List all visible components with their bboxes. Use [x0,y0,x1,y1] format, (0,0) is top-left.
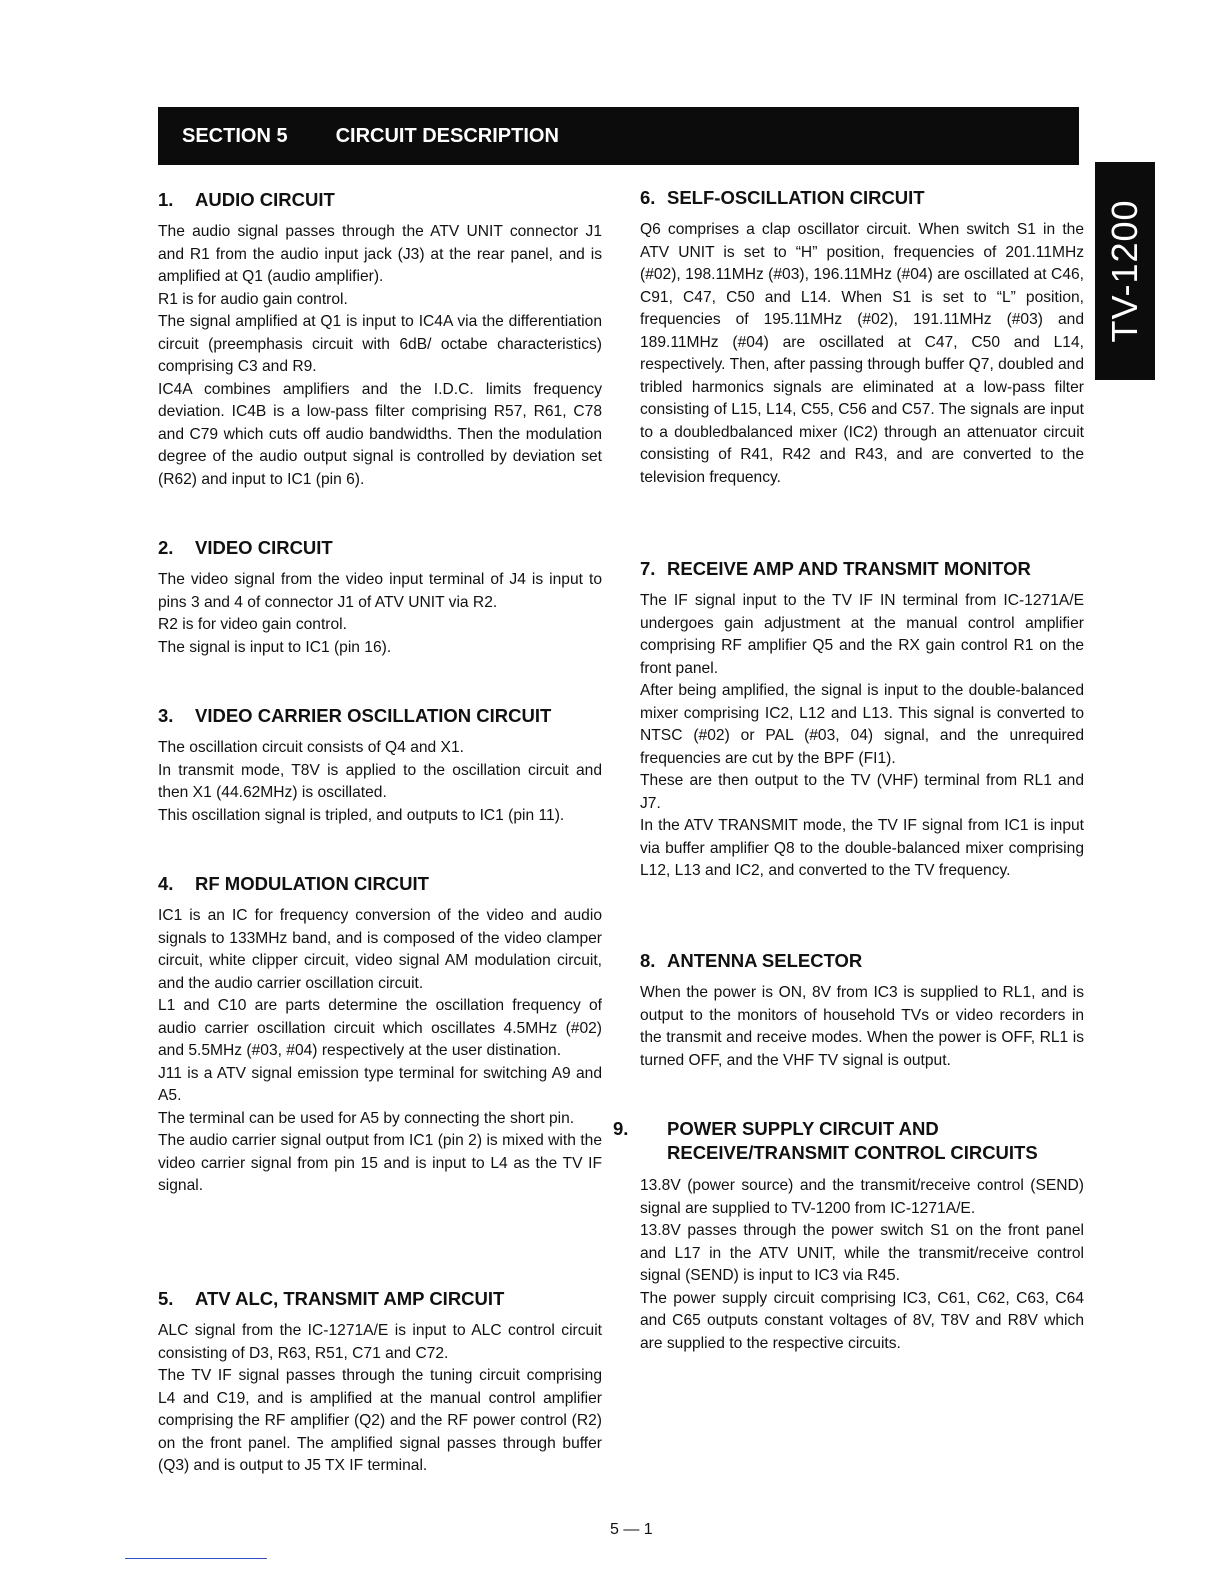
section-heading-number: 4. [158,873,174,894]
model-label: TV-1200 [1104,199,1145,343]
section-heading-number: 7. [640,558,656,579]
page-number: 5 — 1 [610,1521,653,1538]
section-heading [158,705,602,727]
section-heading-title: SELF-OSCILLATION CIRCUIT [667,187,925,208]
paragraph: The TV IF signal passes through the tuning circuit comprising L4 and C19, and is amplified at the manual control amplifier comprising the RF amplifier (Q2) and the RF power control (R2) on the front panel. The amplified signal passes through buffer (Q3) and is output to J5 TX IF terminal. [158,1367,602,1474]
section-heading-number: 3. [158,705,174,726]
paragraph: R1 is for audio gain control. [158,290,348,308]
section-heading [158,1288,602,1310]
section-heading-number: 2. [158,537,174,558]
section-heading [640,187,1084,209]
section-heading [158,189,602,211]
section-9 [613,1117,1084,1355]
section-3 [158,705,602,827]
paragraph: These are then output to the TV (VHF) terminal from RL1 and J7. [640,772,1084,812]
paragraph: The IF signal input to the TV IF IN terminal from IC-1271A/E undergoes gain adjustment at the manual control amplifier comprising RF amplifier Q5 and the RX gain control R1 on the front panel. [640,592,1084,677]
section-heading-title: POWER SUPPLY CIRCUIT AND RECEIVE/TRANSMIT CONTROL CIRCUITS [667,1118,1038,1163]
paragraph: 13.8V (power source) and the transmit/receive control (SEND) signal are supplied to TV-1200 from IC-1271A/E. [640,1177,1084,1217]
section-heading-title: RECEIVE AMP AND TRANSMIT MONITOR [667,558,1031,579]
section-heading [640,558,1084,580]
section-heading-title: ANTENNA SELECTOR [667,950,863,971]
paragraph: The audio carrier signal output from IC1 (pin 2) is mixed with the video carrier signal from pin 15 and is input to L4 as the TV IF signal. [158,1132,602,1194]
section-heading-number: 9. [613,1118,629,1139]
section-8 [640,950,1084,1072]
paragraph: ALC signal from the IC-1271A/E is input to ALC control circuit consisting of D3, R63, R51, C71 and C72. [158,1322,602,1362]
section-heading [158,873,602,895]
paragraph: The video signal from the video input terminal of J4 is input to pins 3 and 4 of connector J1 of ATV UNIT via R2. [158,571,602,611]
paragraph: J11 is a ATV signal emission type terminal for switching A9 and A5. [158,1064,602,1104]
paragraph: R2 is for video gain control. [158,616,347,633]
section-title: CIRCUIT DESCRIPTION [335,124,559,147]
side-tab [1095,162,1155,380]
section-7 [640,558,1084,883]
section-heading-number: 8. [640,950,656,971]
paragraph: The terminal can be used for A5 by connecting the short pin. [158,1109,575,1127]
section-heading-number: 5. [158,1288,174,1309]
section-heading-title: ATV ALC, TRANSMIT AMP CIRCUIT [195,1288,505,1309]
section-heading-title: VIDEO CARRIER OSCILLATION CIRCUIT [195,705,552,726]
section-heading [158,537,602,559]
paragraph: The power supply circuit comprising IC3, C61, C62, C63, C64 and C65 outputs constant voltages of 8V, T8V and R8V which are supplied to the respective circuits. [640,1289,1084,1352]
paragraph: This oscillation signal is tripled, and outputs to IC1 (pin 11). [158,806,565,824]
section-heading [613,1117,1084,1165]
paragraph: The oscillation circuit consists of Q4 and X1. [158,739,464,756]
section-heading-title: RF MODULATION CIRCUIT [195,873,429,894]
paragraph: IC4A combines amplifiers and the I.D.C. limits frequency deviation. IC4B is a low-pass filter comprising R57, R61, C78 and C79 which cuts off audio bandwidths. Then the modulation degree of the audio output signal is controlled by deviation set (R62) and input to IC1 (pin 6). [158,380,602,488]
paragraph: The audio signal passes through the ATV UNIT connector J1 and R1 from the audio input jack (J3) at the rear panel, and is amplified at Q1 (audio amplifier). [158,223,602,285]
section-heading-title: AUDIO CIRCUIT [195,189,335,210]
section-2 [158,537,602,659]
paragraph: 13.8V passes through the power switch S1 on the front panel and L17 in the ATV UNIT, while the transmit/receive control signal (SEND) is input to IC3 via R45. [640,1222,1084,1284]
paragraph: Q6 comprises a clap oscillator circuit. When switch S1 in the ATV UNIT is set to “H” position, frequencies of 201.11MHz (#02), 198.11MHz (#03), 196.11MHz (#04) are oscillated at C46, C91, C47, C50 and L14. When S1 is set to “L” position, frequencies of 195.11MHz (#02), 191.11MHz (#03) and 189.11MHz (#04) are oscillated at C47, C50 and L14, respectively. Then, after passing through buffer Q7, doubled and tribled harmonics signals are eliminated at a low-pass filter consisting of L15, L14, C55, C56 and C57. The signals are input to a doubledbalanced mixer (IC2) through an attenuator circuit consisting of R41, R42 and R43, and are converted to the television frequency. [640,221,1084,486]
paragraph: After being amplified, the signal is input to the double-balanced mixer comprising IC2, L12 and L13. This signal is converted to NTSC (#02) or PAL (#03, 04) signal, and the unrequired frequencies are cut by the BPF (FI1). [640,682,1084,767]
paragraph: In transmit mode, T8V is applied to the oscillation circuit and then X1 (44.62MHz) is oscillated. [158,761,602,801]
paragraph: IC1 is an IC for frequency conversion of the video and audio signals to 133MHz band, and is composed of the video clamper circuit, white clipper circuit, video signal AM modulation circuit, and the audio carrier oscillation circuit. [158,907,602,992]
section-6 [640,187,1084,489]
section-5 [158,1288,602,1478]
section-header-bar [158,107,1079,165]
paragraph: In the ATV TRANSMIT mode, the TV IF signal from IC1 is input via buffer amplifier Q8 to the double-balanced mixer comprising L12, L13 and IC2, and converted to the TV frequency. [640,817,1084,879]
section-number: SECTION 5 [182,124,288,147]
section-4 [158,873,602,1198]
footer-rule [125,1558,267,1559]
paragraph: The signal amplified at Q1 is input to IC4A via the differentiation circuit (preemphasis circuit with 6dB/ octabe characteristics) comprising C3 and R9. [158,313,602,375]
paragraph: L1 and C10 are parts determine the oscillation frequency of audio carrier oscillation circuit which oscillates 4.5MHz (#02) and 5.5MHz (#03, #04) respectively at the user distination. [158,997,602,1059]
section-1 [158,189,602,491]
section-heading-number: 6. [640,187,656,208]
paragraph: When the power is ON, 8V from IC3 is supplied to RL1, and is output to the monitors of household TVs or video recorders in the transmit and receive modes. When the power is OFF, RL1 is turned OFF, and the VHF TV signal is output. [640,984,1084,1069]
section-heading-number: 1. [158,189,174,210]
paragraph: The signal is input to IC1 (pin 16). [158,638,392,656]
section-heading-title: VIDEO CIRCUIT [195,537,333,558]
section-heading [640,950,1084,972]
